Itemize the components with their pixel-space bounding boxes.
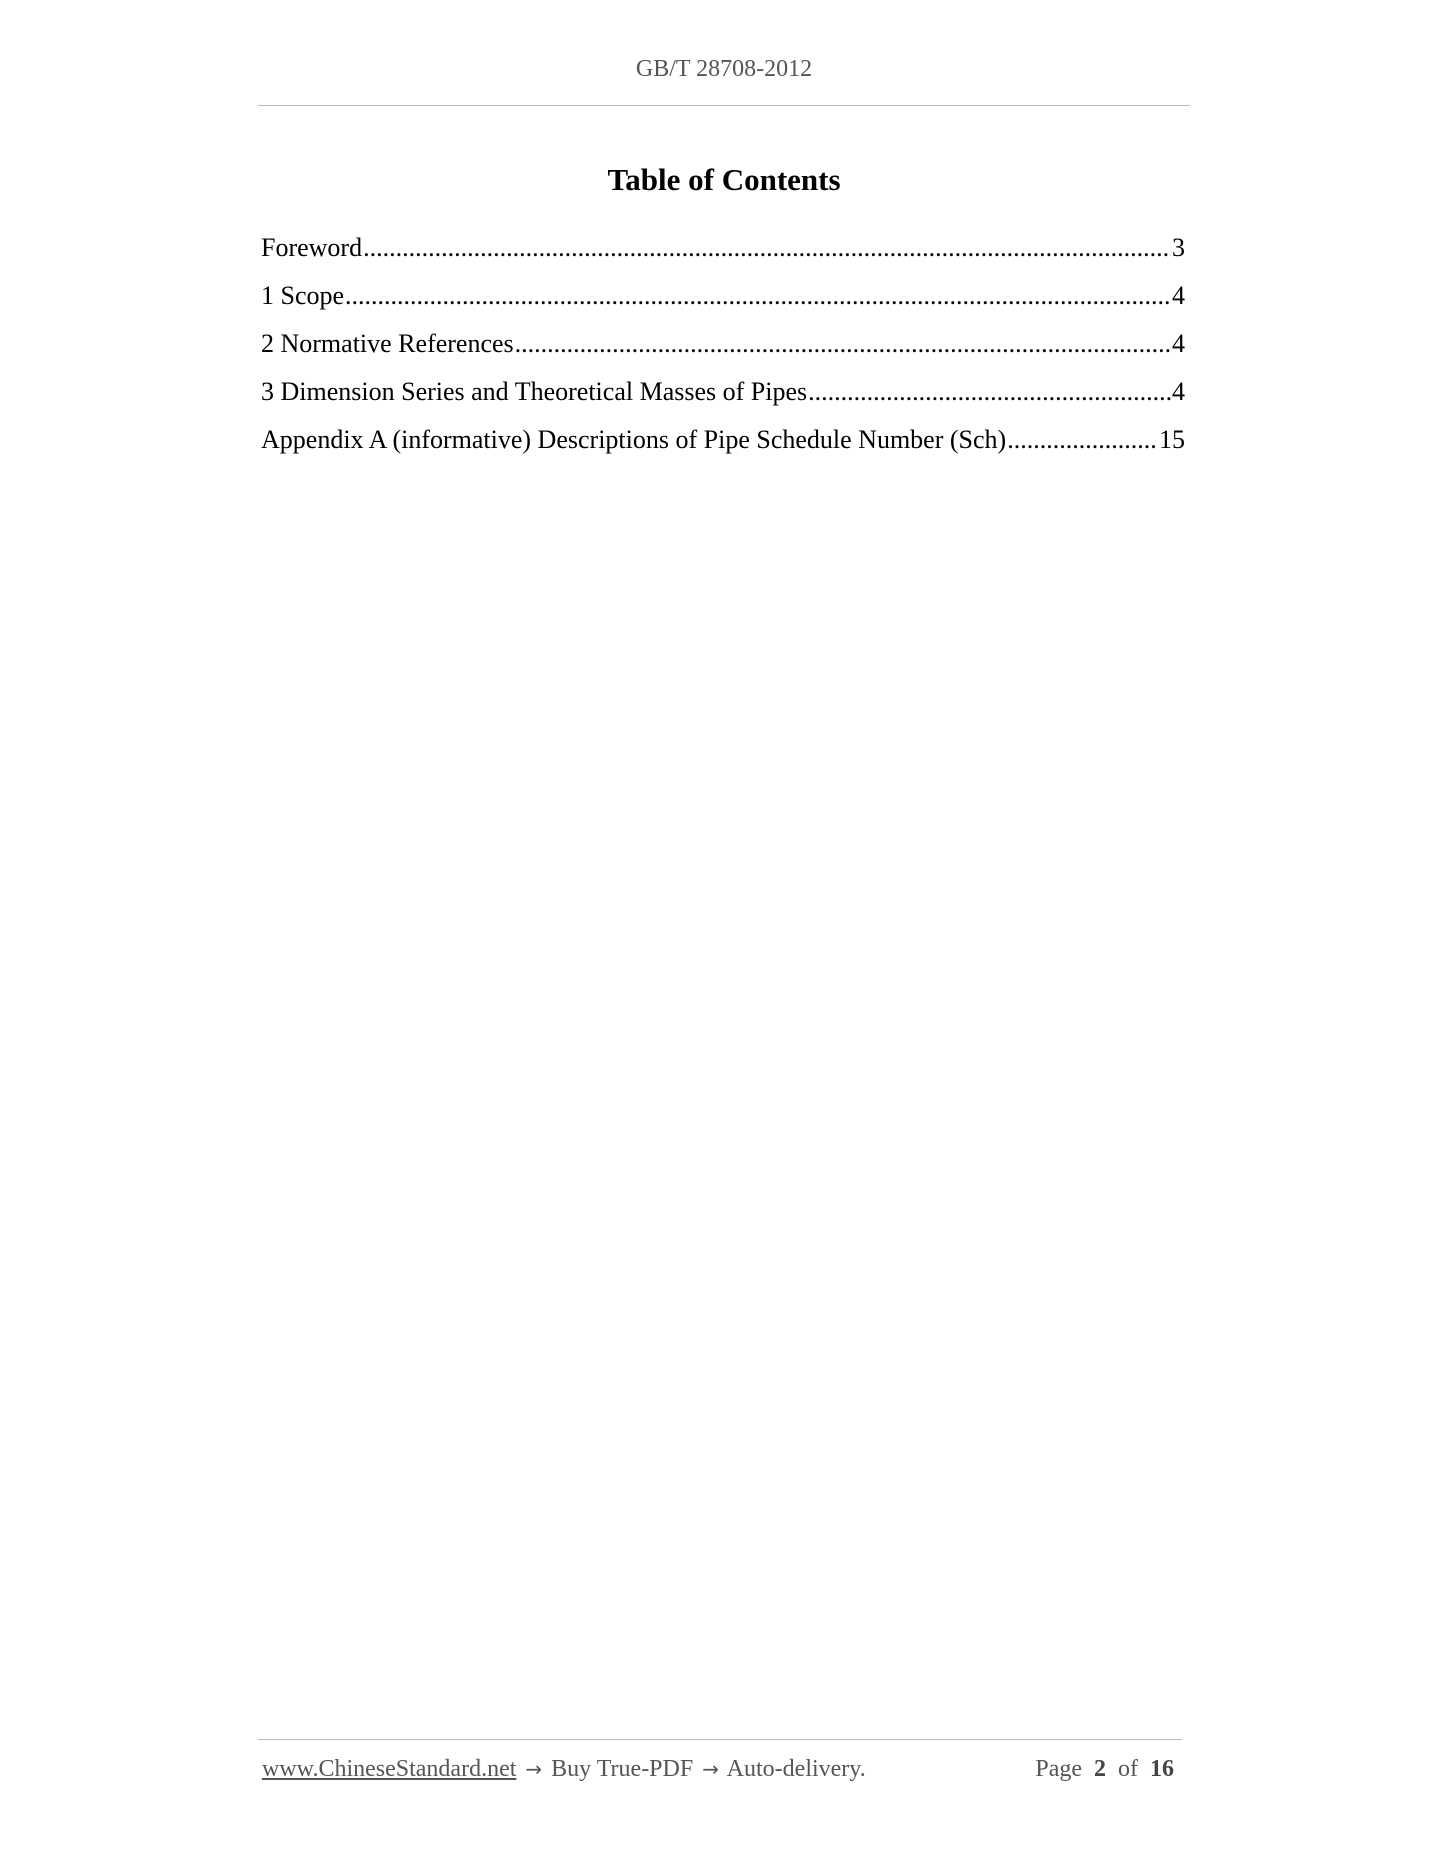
footer-step-delivery: Auto-delivery. <box>726 1756 866 1782</box>
toc-leader-dots <box>1007 422 1158 458</box>
of-word: of <box>1118 1756 1138 1782</box>
footer-step-buy: Buy True-PDF <box>551 1756 694 1782</box>
toc-entry-label: Foreword <box>261 233 363 262</box>
toc-entry-scope[interactable] <box>261 278 1185 326</box>
header-divider <box>258 105 1190 106</box>
website-link[interactable]: www.ChineseStandard.net <box>262 1756 517 1782</box>
toc-entry-page: 3 <box>1172 233 1185 262</box>
toc-entry-appendix-a[interactable] <box>261 422 1185 470</box>
toc-title: Table of Contents <box>607 162 841 197</box>
toc-leader-dots <box>515 326 1171 362</box>
toc-entry-foreword[interactable] <box>261 230 1185 278</box>
page-indicator <box>1035 1756 1180 1783</box>
toc-entry-page: 4 <box>1172 377 1185 406</box>
running-header: GB/T 28708-2012 <box>635 56 813 82</box>
toc-entry-label: 3 Dimension Series and Theoretical Masses of Pipes <box>261 377 808 406</box>
toc-entry-page: 4 <box>1172 281 1185 310</box>
toc-entry-page: 4 <box>1172 329 1185 358</box>
toc-entry-normative-references[interactable] <box>261 326 1185 374</box>
toc-leader-dots <box>363 230 1171 266</box>
current-page-number: 2 <box>1094 1756 1106 1782</box>
page-footer <box>262 1756 1180 1783</box>
toc-entry-label: 1 Scope <box>261 281 345 310</box>
toc-leader-dots <box>345 278 1171 314</box>
toc-entry-label: 2 Normative References <box>261 329 514 358</box>
toc-entry-label: Appendix A (informative) Descriptions of Pipe Schedule Number (Sch) <box>261 425 1007 454</box>
footer-promo <box>262 1756 866 1783</box>
page-word: Page <box>1035 1756 1082 1782</box>
footer-divider <box>258 1739 1182 1740</box>
toc-leader-dots <box>808 374 1171 410</box>
toc-entry-dimension-series[interactable] <box>261 374 1185 422</box>
right-arrow-icon: → <box>702 1757 719 1781</box>
right-arrow-icon: → <box>525 1757 543 1781</box>
toc-list <box>261 230 1185 470</box>
toc-entry-page: 15 <box>1159 425 1185 454</box>
total-pages-number: 16 <box>1150 1756 1174 1782</box>
